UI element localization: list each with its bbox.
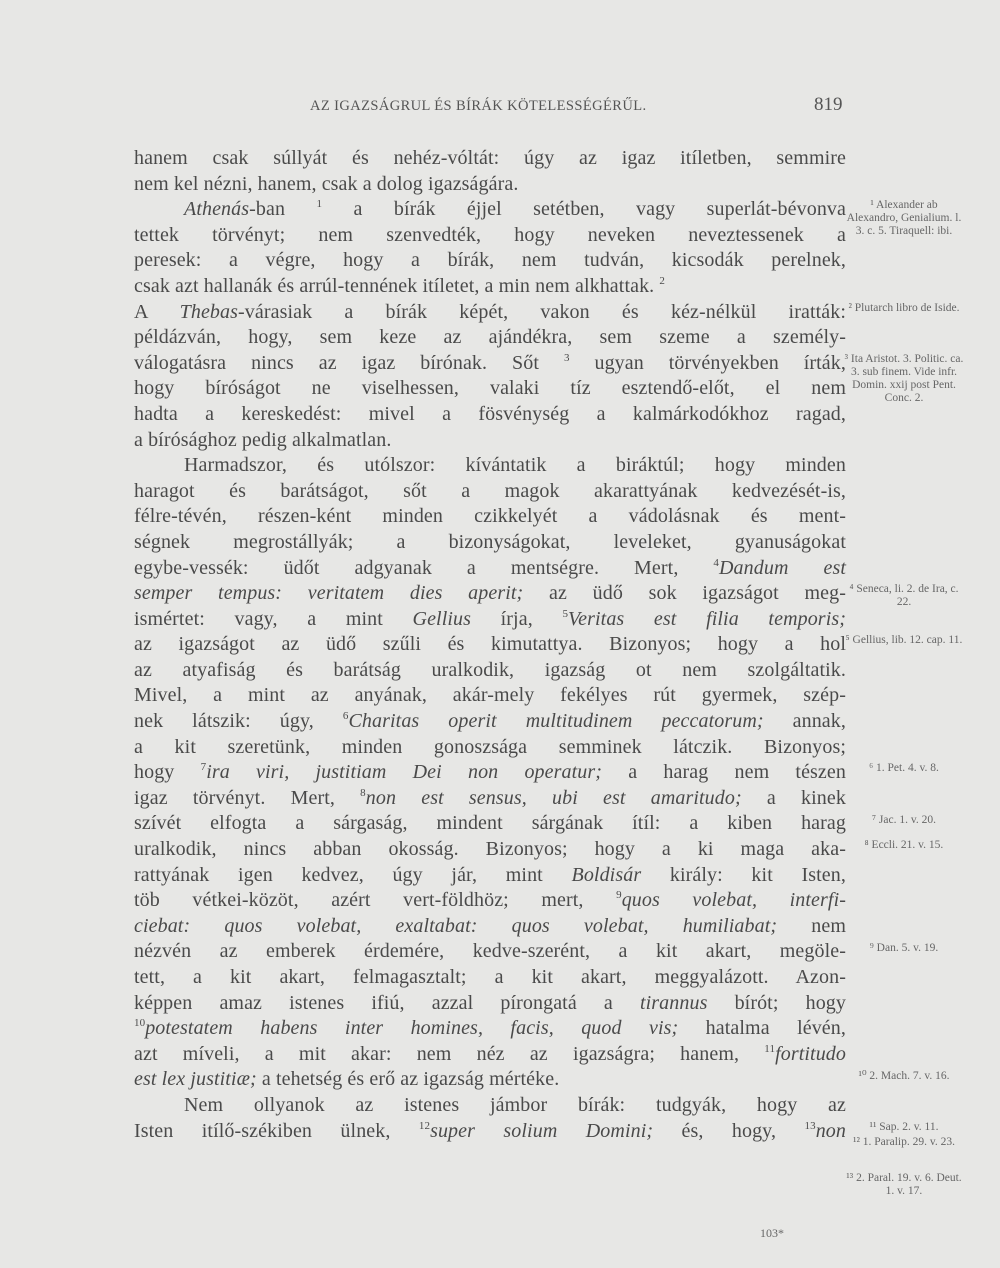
running-title: AZ IGAZSÁGRUL ÉS BÍRÁK KÖTELESSÉGÉRŰL. bbox=[310, 98, 647, 114]
margin-note: ⁶ 1. Pet. 4. v. 8. bbox=[869, 762, 939, 775]
text-line: hadta a kereskedést: mivel a fösvénység a kalmárkodókhoz ragad, bbox=[134, 402, 846, 425]
margin-note: ⁸ Eccli. 21. v. 15. bbox=[864, 839, 944, 852]
text-line: rattyának igen kedvez, úgy jár, mint Boldisár király: kit Isten, bbox=[134, 863, 846, 886]
margin-note: ¹² 1. Paralip. 29. v. 23. bbox=[853, 1136, 955, 1149]
text-line: A Thebas-várasiak a bírák képét, vakon és kéz-nélkül iratták: bbox=[134, 300, 846, 323]
text-line: hogy $^7$ira viri, justitiam Dei non operatur; a harag nem tészen bbox=[134, 761, 846, 784]
margin-note: ⁷ Jac. 1. v. 20. bbox=[872, 813, 936, 826]
text-line: Athenás-ban $^1$ a bírák éjjel setétben, vagy superlát-bévonva bbox=[184, 198, 846, 221]
text-line: tett, a kit akart, felmagasztalt; a kit akart, meggyalázott. Azon- bbox=[134, 966, 846, 988]
text-line: Nem ollyanok az istenes jámbor bírák: tudgyák, hogy az bbox=[184, 1093, 846, 1116]
text-line: ségnek megrostállyák; a bizonyságokat, leveleket, gyanuságokat bbox=[134, 530, 846, 553]
margin-note: ¹¹ Sap. 2. v. 11. bbox=[869, 1120, 939, 1133]
margin-note: ⁴ Seneca, li. 2. de Ira, c. 22. bbox=[849, 583, 959, 609]
text-line: töb vétkei-közöt, azért vert-földhöz; mert, $^9$quos volebat, interfi- bbox=[134, 889, 846, 912]
text-line: azt míveli, a mit akar: nem néz az igazságra; hanem, $^{11}$fortitudo bbox=[134, 1042, 846, 1065]
text-line: peresek: a végre, hogy a bírák, nem tudván, kicsodák perelnek, bbox=[134, 249, 846, 272]
text-line: nek látszik: úgy, $^6$Charitas operit multitudinem peccatorum; annak, bbox=[134, 710, 846, 733]
text-line: Harmadszor, és utólszor: kívántatik a biráktúl; hogy minden bbox=[184, 454, 846, 477]
margin-note: ² Plutarch libro de Iside. bbox=[848, 301, 960, 314]
text-line: est lex justitiæ; a tehetség és erő az igazság mértéke. bbox=[134, 1068, 560, 1091]
text-line: Mivel, a mint az anyának, akár-mely fekélyes rút gyermek, szép- bbox=[134, 684, 846, 707]
text-line: igaz törvényt. Mert, $^8$non est sensus, ubi est amaritudo; a kinek bbox=[134, 786, 846, 809]
page-number: 819 bbox=[814, 94, 843, 115]
text-line: Isten itílő-székiben ülnek, $^{12}$super solium Domini; és, hogy, $^{13}$non bbox=[134, 1119, 846, 1142]
margin-note: ⁵ Gellius, lib. 12. cap. 11. bbox=[845, 634, 963, 647]
text-line: válogatásra nincs az igaz bírónak. Sőt $^3$ ugyan törvényekben írták, bbox=[134, 351, 846, 374]
text-line: ciebat: quos volebat, exaltabat: quos volebat, humiliabat; nem bbox=[134, 914, 846, 937]
signature-mark: 103* bbox=[760, 1226, 784, 1240]
text-line: példázván, hogy, sem keze az ajándékra, sem szeme a személy- bbox=[134, 326, 846, 349]
text-line: ismértet: vagy, a mint Gellius írja, $^5$Veritas est filia temporis; bbox=[134, 607, 846, 630]
running-header bbox=[300, 94, 860, 124]
text-line: uralkodik, nincs abban okosság. Bizonyos; hogy a ki maga aka- bbox=[134, 838, 846, 861]
text-line: szívét elfogta a sárgaság, mindent sárgának ítíl: a kiben harag bbox=[134, 812, 846, 835]
text-line: tettek törvényt; nem szenvedték, hogy neveken neveztessenek a bbox=[134, 223, 846, 246]
text-line: csak azt hallanák és arrúl-tennének itíletet, a min nem alkhattak. $^2$ bbox=[134, 274, 665, 297]
text-line: a bírósághoz pedig alkalmatlan. bbox=[134, 428, 392, 451]
text-line: hanem csak súllyát és nehéz-vóltát: úgy az igaz itíletben, semmire bbox=[134, 147, 846, 169]
text-line: félre-tévén, részen-ként minden czikkelyét a vádolásnak és ment- bbox=[134, 505, 846, 528]
text-line: nem kel nézni, hanem, csak a dolog igazságára. bbox=[134, 172, 519, 195]
text-line: nézvén az emberek érdemére, kedve-szerént, a kit akart, megöle- bbox=[134, 940, 846, 963]
text-line: $^{10}$potestatem habens inter homines, facis, quod vis; hatalma lévén, bbox=[134, 1017, 846, 1040]
text-line: a kit szeretünk, minden gonoszsága semminek látczik. Bizonyos; bbox=[134, 735, 846, 758]
text-line: hogy bíróságot ne viselhessen, valaki tíz esztendő-előt, el nem bbox=[134, 377, 846, 400]
text-line: az atyafiság és barátság uralkodik, igazság ot nem szolgáltatik. bbox=[134, 658, 846, 681]
text-line: képpen amaz istenes ifiú, azzal pírongatá a tirannus bírót; hogy bbox=[134, 991, 846, 1014]
text-line: az igazságot az üdő szűli és kimutattya. Bizonyos; hogy a hol bbox=[134, 633, 846, 656]
margin-note: ¹ Alexander ab Alexandro, Genialium. l. 3. c. 5. Tiraquell: ibi. bbox=[846, 199, 962, 238]
margin-note: ³ Ita Aristot. 3. Politic. ca. 3. sub finem. Vide infr. Domin. xxij post Pent. Conc. 2. bbox=[844, 352, 964, 404]
text-line: egybe-vessék: üdőt adgyanak a mentségre. Mert, $^4$Dandum est bbox=[134, 556, 846, 579]
margin-note: ⁹ Dan. 5. v. 19. bbox=[869, 941, 939, 954]
text-line: semper tempus: veritatem dies aperit; az üdő sok igazságot meg- bbox=[134, 582, 846, 605]
margin-note: ¹⁰ 2. Mach. 7. v. 16. bbox=[858, 1069, 950, 1082]
body-text bbox=[134, 146, 846, 1144]
text-line: haragot és barátságot, sőt a magok akarattyának kedvezését-is, bbox=[134, 479, 846, 502]
margin-note: ¹³ 2. Paral. 19. v. 6. Deut. 1. v. 17. bbox=[846, 1172, 962, 1197]
